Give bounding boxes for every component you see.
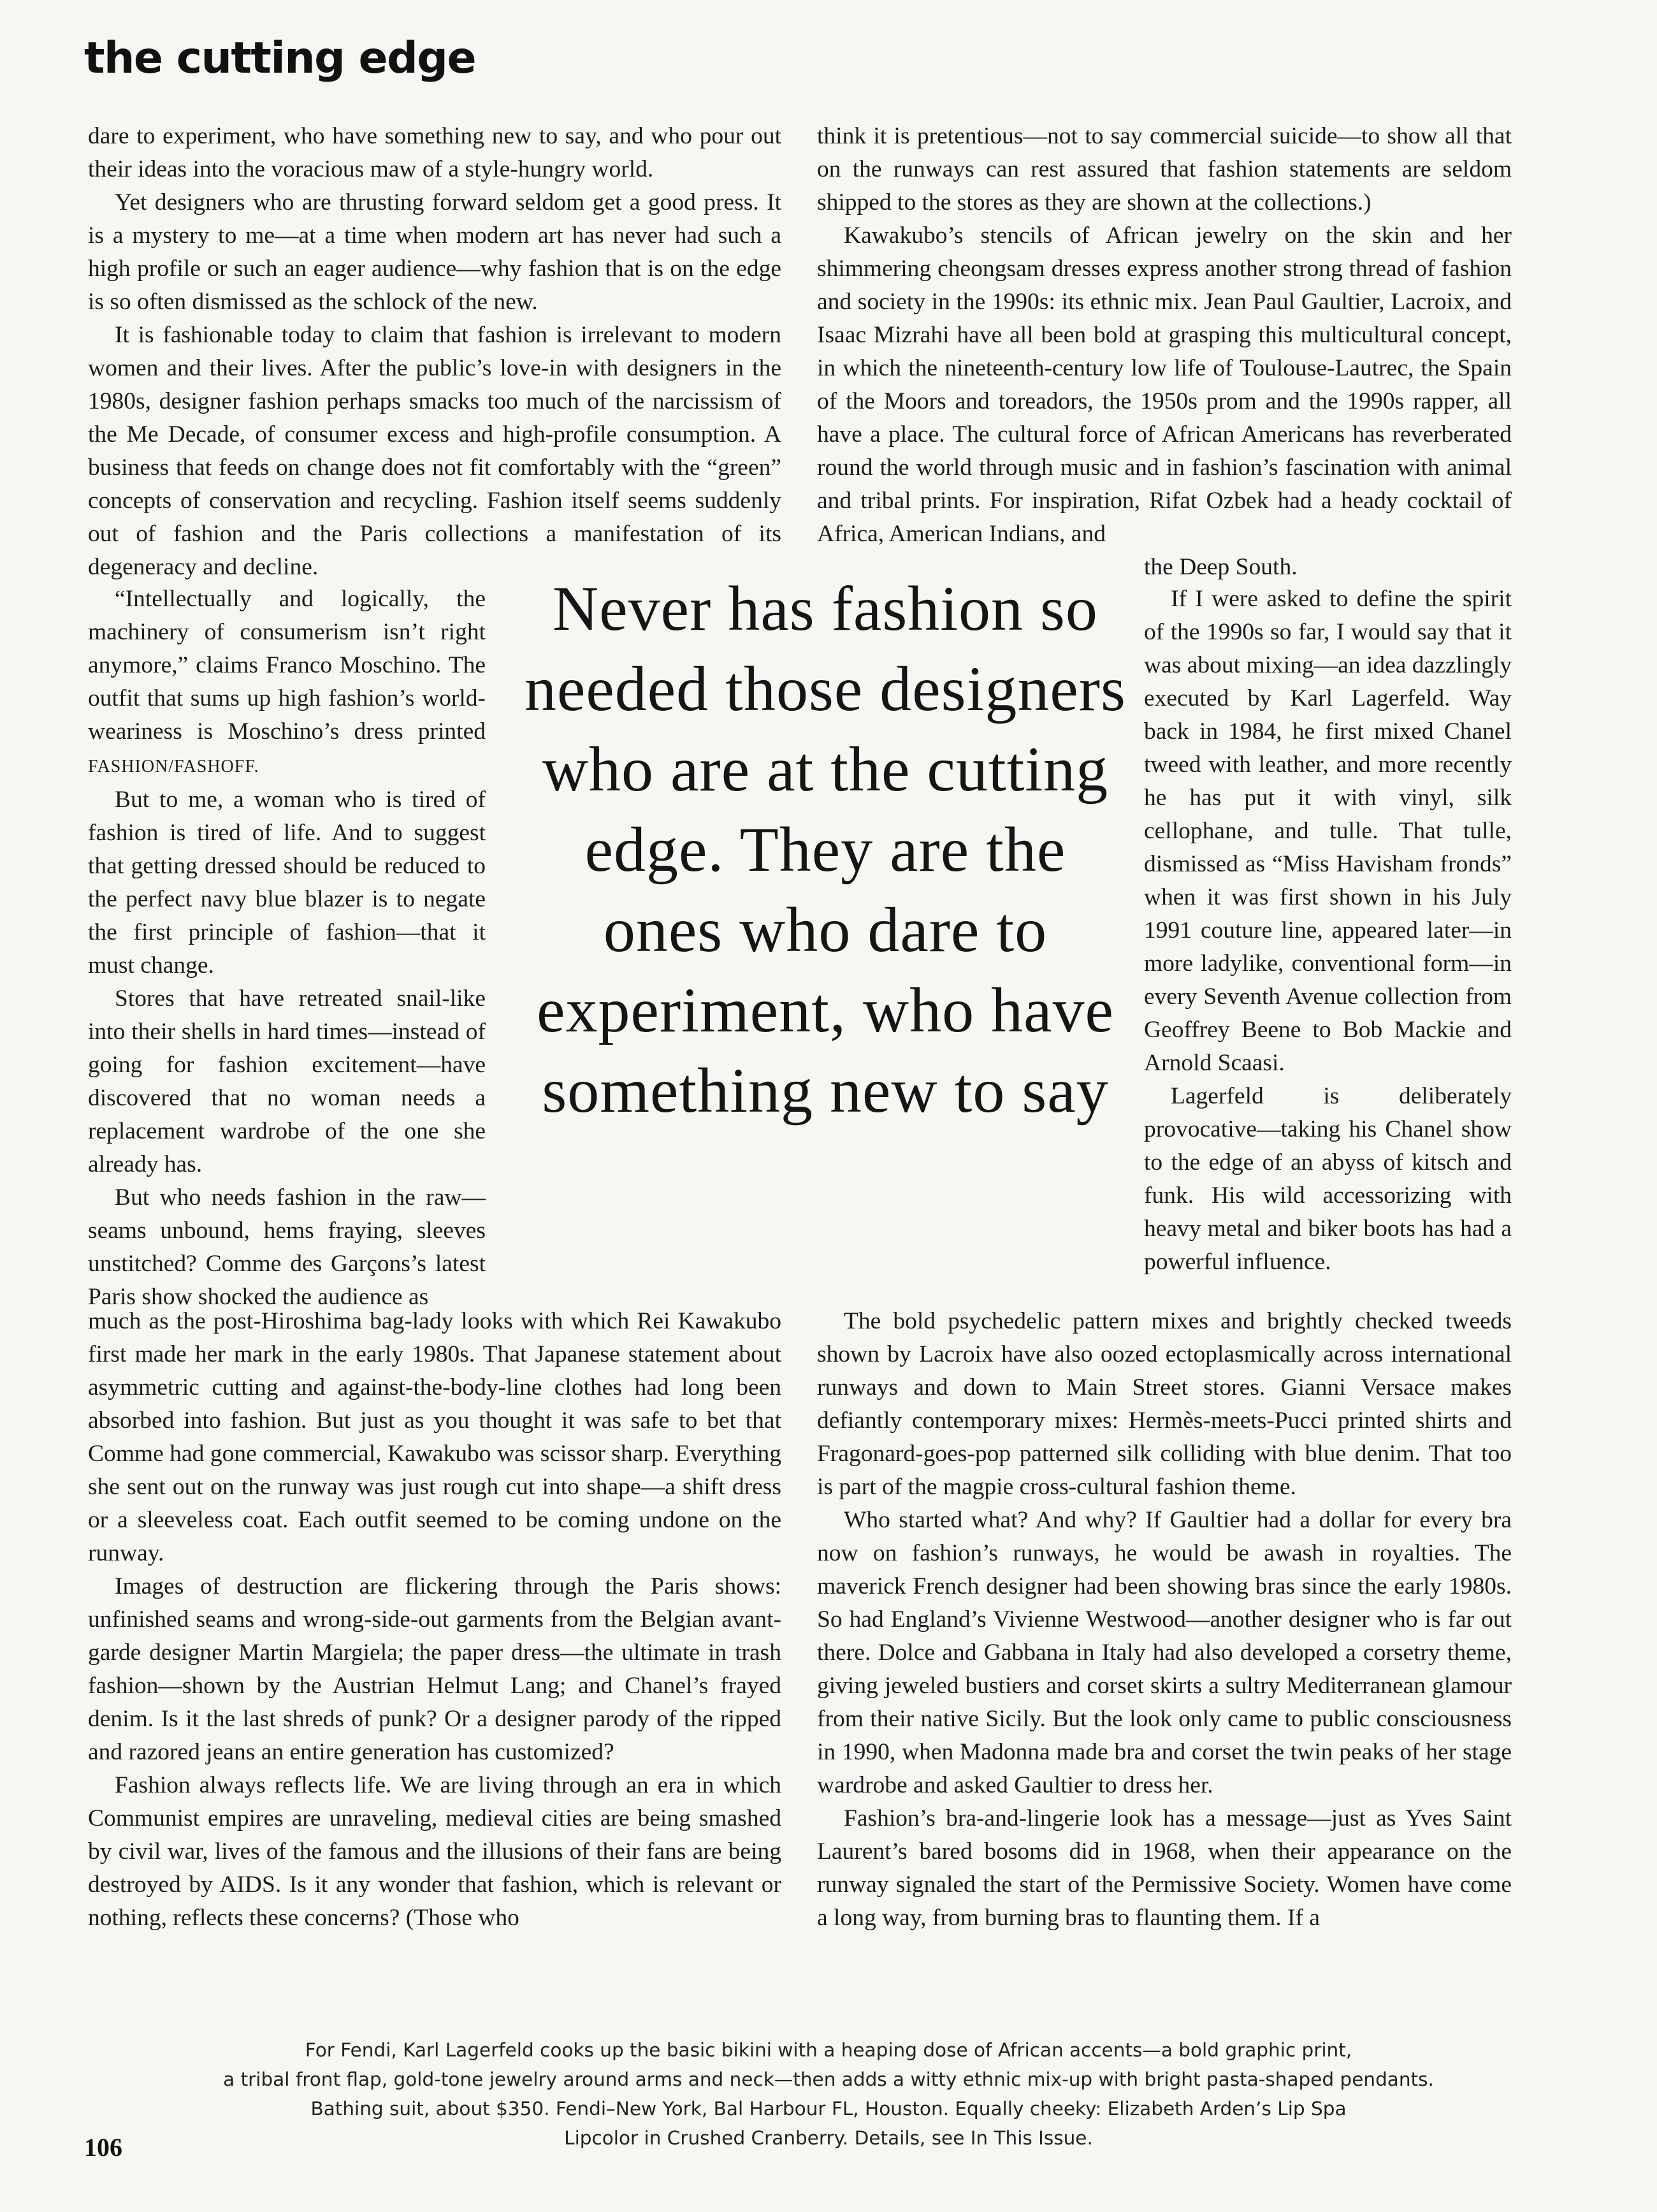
- pull-quote: Never has fashion so needed those designers who are at the cutting edge. They are the ones who dare to experiment, who have something new to say: [525, 573, 1126, 1126]
- paragraph: If I were asked to define the spirit of the 1990s so far, I would say that it was about mixing—an idea dazzlingly executed by Karl Lagerfeld. Way back in 1984, he first mixed Chanel tweed with leather, and more recently he has put it with vinyl, silk cellophane, and tulle. That tulle, dismissed as “Miss Havisham fronds” when it was first shown in his July 1991 couture line, appeared later—in more ladylike, conventional form—in every Seventh Avenue collection from Geoffrey Beene to Bob Mackie and Arnold Scaasi.: [1144, 586, 1512, 1076]
- right-column-bottom: [817, 1305, 1512, 1935]
- paragraph: think it is pretentious—not to say commercial suicide—to show all that on the runways can rest assured that fashion statements are seldom shipped to the stores as they are shown at the collections.): [817, 123, 1512, 215]
- page-number: 106: [84, 2133, 122, 2162]
- left-column-top: [88, 120, 781, 584]
- right-column-line: [1144, 551, 1526, 584]
- dress-print-caps: FASHION/FASHOFF.: [88, 757, 259, 776]
- paragraph: much as the post-Hiroshima bag-lady looks with which Rei Kawakubo first made her mark in the early 1980s. That Japanese statement about asymmetric cutting and against-the-body-line clothes had long been absorbed into fashion. But just as you thought it was safe to bet that Comme had gone commercial, Kawakubo was scissor sharp. Everything she sent out on the runway was just rough cut into shape—a shift dress or a sleeveless coat. Each outfit seemed to be coming undone on the runway.: [88, 1308, 781, 1566]
- caption-line: Lipcolor in Crushed Cranberry. Details, see In This Issue.: [564, 2127, 1093, 2149]
- paragraph: Who started what? And why? If Gaultier had a dollar for every bra now on fashion’s runways, he would be awash in royalties. The maverick French designer had been showing bras since the early 1980s. So had England’s Vivienne Westwood—another designer who is far out there. Dolce and Gabbana in Italy had also developed a corsetry theme, giving jeweled bustiers and corset skirts a sultry Mediterranean glamour from their native Sicily. But the look only came to public consciousness in 1990, when Madonna made bra and corset the twin peaks of her stage wardrobe and asked Gaultier to dress her.: [817, 1507, 1512, 1798]
- photo-caption: [83, 2035, 1574, 2153]
- paragraph: But to me, a woman who is tired of fashion is tired of life. And to suggest that getting dressed should be reduced to the perfect navy blue blazer is to negate the first principle of fashion—that it must change.: [88, 787, 486, 979]
- paragraph: dare to experiment, who have something new to say, and who pour out their ideas into the voracious maw of a style-hungry world.: [88, 123, 781, 182]
- right-column-top: [817, 120, 1512, 551]
- page-heading: the cutting edge: [84, 33, 476, 84]
- right-column-narrow: [1144, 583, 1512, 1279]
- paragraph: “Intellectually and logically, the machinery of consumerism isn’t right anymore,” claims Franco Moschino. The outfit that sums up high fashion’s world-weariness is Moschino’s dress printed FASHION/FASHOFF.: [88, 586, 486, 776]
- caption-line: Bathing suit, about $350. Fendi–New York, Bal Harbour FL, Houston. Equally cheeky: Elizabeth Arden’s Lip Spa: [310, 2098, 1347, 2120]
- paragraph: Kawakubo’s stencils of African jewelry on the skin and her shimmering cheongsam dresses express another strong thread of fashion and society in the 1990s: its ethnic mix. Jean Paul Gaultier, Lacroix, and Isaac Mizrahi have all been bold at grasping this multicultural concept, in which the nineteenth-century low life of Toulouse-Lautrec, the Spain of the Moors and toreadors, the 1950s prom and the 1990s rapper, all have a place. The cultural force of African Americans has reverberated round the world through music and in fashion’s fascination with animal and tribal prints. For inspiration, Rifat Ozbek had a heady cocktail of Africa, American Indians, and: [817, 222, 1512, 547]
- paragraph: Fashion’s bra-and-lingerie look has a message—just as Yves Saint Laurent’s bared bosoms did in 1968, when their appearance on the runway signaled the start of the Permissive Society. Women have come a long way, from burning bras to flaunting them. If a: [817, 1805, 1512, 1931]
- left-column-narrow: [88, 583, 486, 1314]
- paragraph: Stores that have retreated snail-like into their shells in hard times—instead of going for fashion excitement—have discovered that no woman needs a replacement wardrobe of the one she already has.: [88, 986, 486, 1177]
- left-column-bottom: [88, 1305, 781, 1935]
- paragraph: But who needs fashion in the raw—seams unbound, hems fraying, sleeves unstitched? Comme des Garçons’s latest Paris show shocked the audience as: [88, 1184, 486, 1310]
- caption-line: For Fendi, Karl Lagerfeld cooks up the basic bikini with a heaping dose of African accents—a bold graphic print,: [305, 2039, 1352, 2061]
- paragraph: Images of destruction are flickering through the Paris shows: unfinished seams and wrong-side-out garments from the Belgian avant-garde designer Martin Margiela; the paper dress—the ultimate in trash fashion—shown by the Austrian Helmut Lang; and Chanel’s frayed denim. Is it the last shreds of punk? Or a designer parody of the ripped and razored jeans an entire generation has customized?: [88, 1573, 781, 1765]
- caption-line: a tribal front flap, gold-tone jewelry around arms and neck—then adds a witty ethnic mix-up with bright pasta-shaped pendants.: [223, 2069, 1434, 2090]
- paragraph-end: the Deep South.: [1144, 554, 1298, 580]
- paragraph: Fashion always reflects life. We are living through an era in which Communist empires are unraveling, medieval cities are being smashed by civil war, lives of the famous and the illusions of their fans are being destroyed by AIDS. Is it any wonder that fashion, which is relevant or nothing, reflects these concerns? (Those who: [88, 1772, 781, 1931]
- paragraph: It is fashionable today to claim that fashion is irrelevant to modern women and their lives. After the public’s love-in with designers in the 1980s, designer fashion perhaps smacks too much of the narcissism of the Me Decade, of consumer excess and high-profile consumption. A business that feeds on change does not fit comfortably with the “green” concepts of conservation and recycling. Fashion itself seems suddenly out of fashion and the Paris collections a manifestation of its degeneracy and decline.: [88, 322, 781, 580]
- paragraph: The bold psychedelic pattern mixes and brightly checked tweeds shown by Lacroix have also oozed ectoplasmically across international runways and down to Main Street stores. Gianni Versace makes defiantly contemporary mixes: Hermès-meets-Pucci printed shirts and Fragonard-goes-pop patterned silk colliding with blue denim. That too is part of the magpie cross-cultural fashion theme.: [817, 1308, 1512, 1500]
- paragraph: Yet designers who are thrusting forward seldom get a good press. It is a mystery to me—at a time when modern art has never had such a high profile or such an eager audience—why fashion that is on the edge is so often dismissed as the schlock of the new.: [88, 189, 781, 315]
- paragraph: Lagerfeld is deliberately provocative—taking his Chanel show to the edge of an abyss of kitsch and funk. His wild accessorizing with heavy metal and biker boots has had a powerful influence.: [1144, 1083, 1512, 1275]
